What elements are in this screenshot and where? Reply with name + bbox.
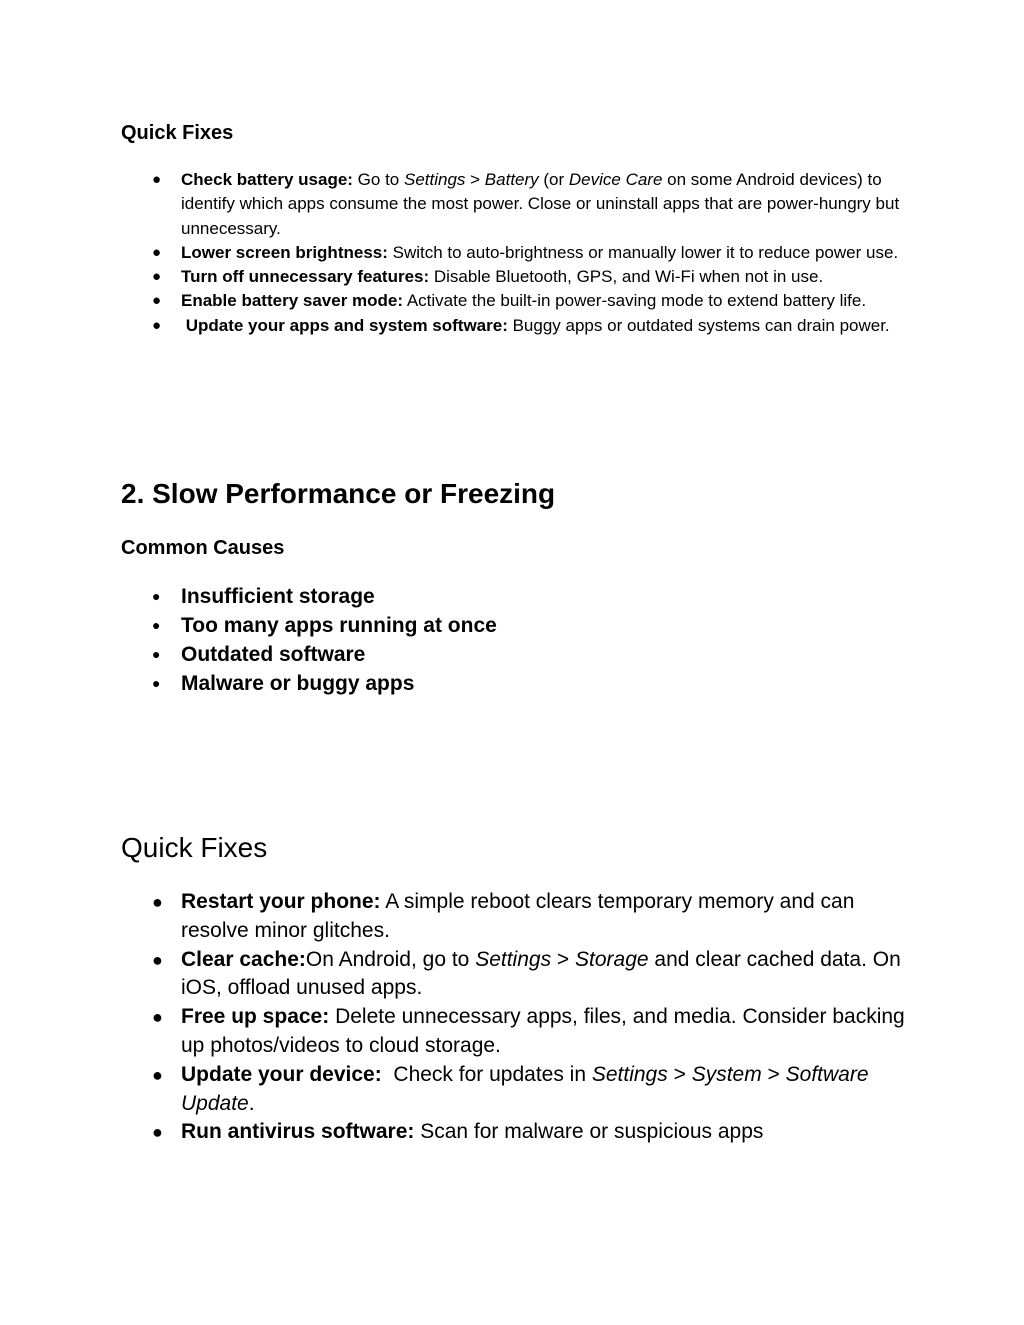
item-label: Update your apps and system software: (181, 315, 508, 335)
bullet-icon: ● (152, 588, 161, 604)
list-item: ● Update your apps and system software: Buggy apps or outdated systems can drain power. (0, 314, 908, 338)
bullet-icon: ● (152, 617, 161, 633)
section-heading-quick-fixes: Quick Fixes (121, 122, 234, 144)
bullet-icon: ● (152, 892, 163, 912)
list-item: ● Too many apps running at once (0, 611, 908, 640)
bullet-icon: ● (152, 316, 162, 334)
bullet-icon: ● (152, 292, 162, 310)
item-label: Restart your phone: (181, 890, 381, 913)
list-item: ● Update your device: Check for updates in Settings > System > Software Update. (152, 1062, 869, 1115)
list-item: ● Restart your phone: A simple reboot clears temporary memory and can resolve minor glitches. (152, 890, 855, 942)
bullet-icon: ● (152, 949, 163, 970)
list-item: ● Check battery usage: Go to Settings > Battery (or Device Care on some Android devices) to identify which apps consume the most power. Close or uninstall apps that are power-hungry but unnecessary. (152, 170, 900, 238)
section-heading-quick-fixes-2: Quick Fixes (121, 832, 268, 863)
item-label: Clear cache: (181, 947, 306, 971)
list-item: ● Free up space: Delete unnecessary apps, files, and media. Consider backing up photos/videos to cloud storage. (152, 1005, 905, 1057)
common-causes-list (0, 582, 1024, 698)
bullet-icon: ● (152, 171, 162, 188)
list-item: ● Outdated software (0, 640, 908, 669)
bullet-icon: ● (152, 1064, 163, 1085)
list-item: ● Malware or buggy apps (0, 669, 908, 698)
list-item: ● Clear cache:On Android, go to Settings > Storage and clear cached data. On iOS, offload unused apps. (152, 947, 901, 1000)
performance-fixes-list (0, 888, 1024, 1147)
section-heading-slow-performance: 2. Slow Performance or Freezing (121, 478, 556, 509)
bullet-icon: ● (152, 646, 161, 662)
item-label: Enable battery saver mode: (181, 291, 404, 311)
item-label: Run antivirus software: (181, 1120, 415, 1144)
list-item: ● Run antivirus software: Scan for malware or suspicious apps (0, 1118, 908, 1147)
bullet-icon: ● (152, 675, 161, 691)
battery-fixes-list (0, 168, 1024, 338)
item-label: Turn off unnecessary features: (181, 267, 430, 287)
item-label: Lower screen brightness: (181, 242, 388, 262)
list-item: ● Insufficient storage (0, 582, 908, 611)
bullet-icon: ● (152, 1007, 163, 1028)
bullet-icon: ● (152, 243, 162, 261)
item-label: Update your device: (181, 1062, 382, 1086)
list-item: ● Turn off unnecessary features: Disable Bluetooth, GPS, and Wi-Fi when not in use. (0, 265, 908, 289)
item-label: Check battery usage: (181, 170, 353, 189)
subheading-common-causes: Common Causes (121, 537, 285, 559)
item-label: Free up space: (181, 1005, 330, 1029)
bullet-icon: ● (152, 1122, 163, 1143)
bullet-icon: ● (152, 268, 162, 286)
list-item: ● Enable battery saver mode: Activate the built-in power-saving mode to extend battery life. (0, 289, 908, 313)
list-item: ● Lower screen brightness: Switch to auto-brightness or manually lower it to reduce power use. (0, 241, 908, 265)
